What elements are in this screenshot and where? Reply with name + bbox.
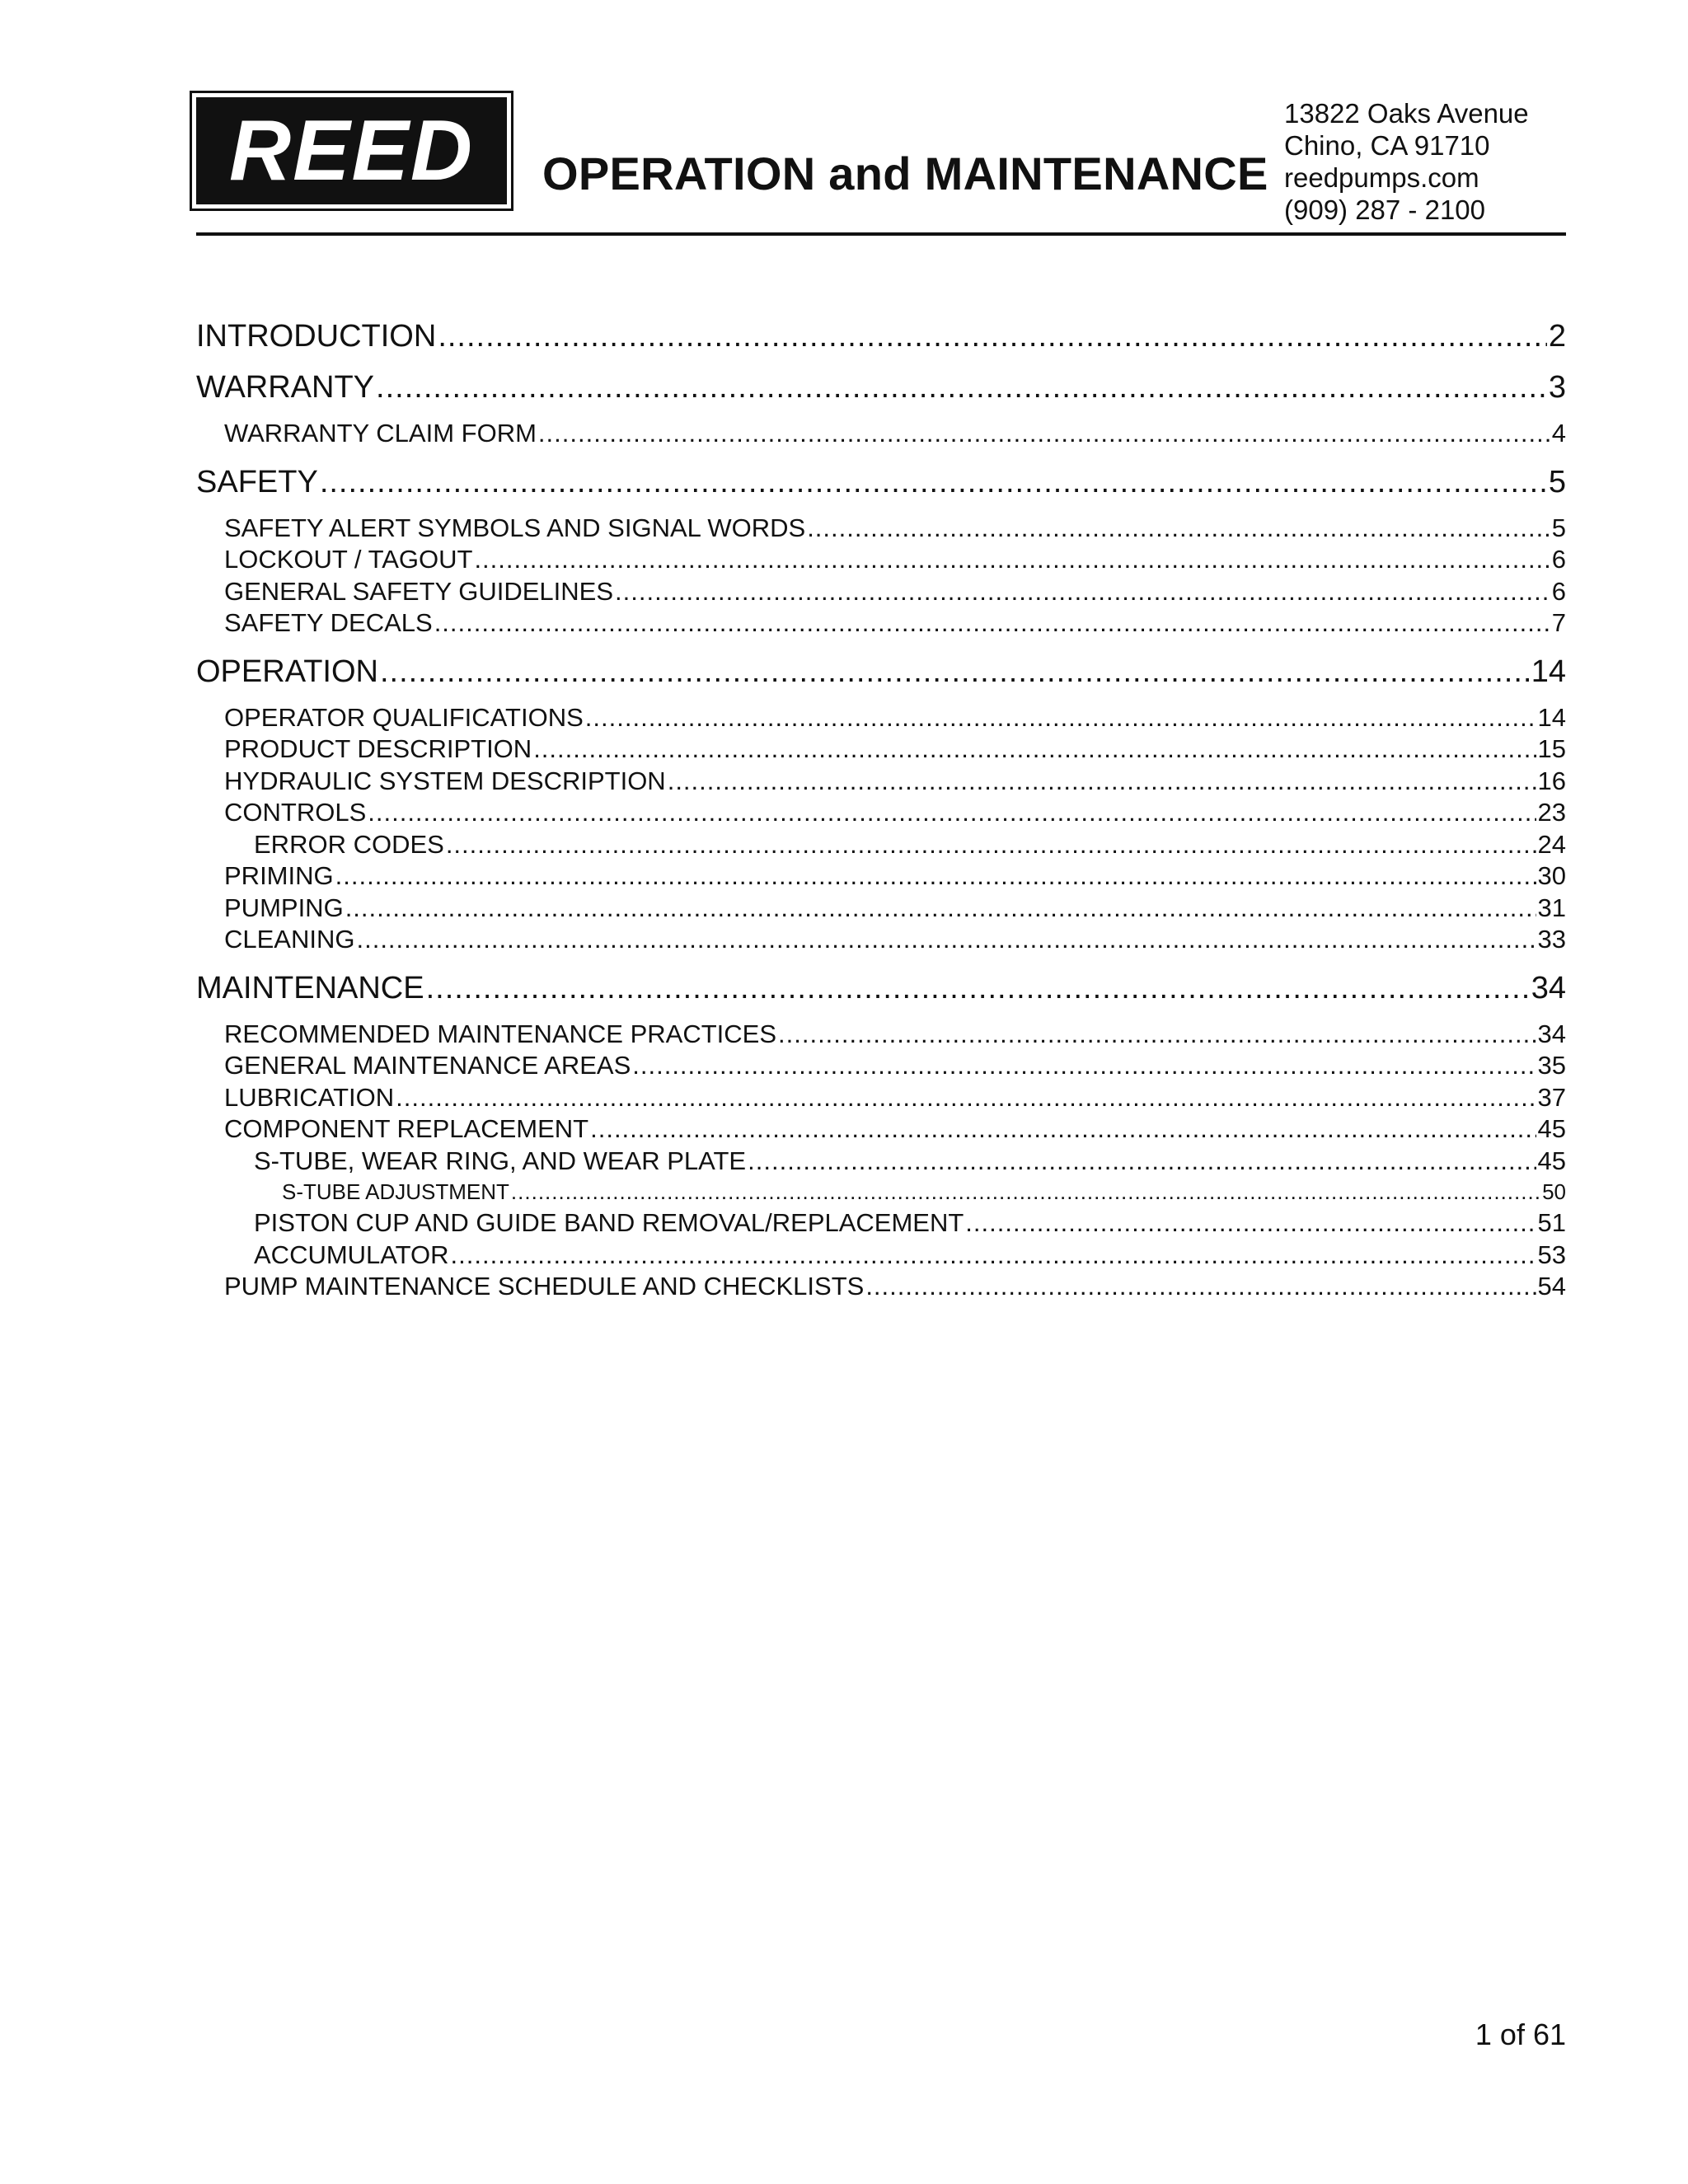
toc-entry[interactable] [196, 576, 1566, 608]
toc-dot-leader [965, 1207, 1536, 1240]
toc-entry[interactable] [196, 1050, 1566, 1082]
toc-entry-page: 15 [1537, 734, 1566, 763]
toc-entry[interactable] [196, 702, 1566, 734]
toc-entry-page: 53 [1537, 1240, 1566, 1269]
toc-dot-leader [380, 653, 1530, 691]
toc-dot-leader [668, 766, 1536, 798]
toc-entry-label: SAFETY ALERT SYMBOLS AND SIGNAL WORDS [224, 513, 806, 542]
toc-entry-label: WARRANTY CLAIM FORM [224, 419, 537, 448]
toc-entry[interactable] [196, 1019, 1566, 1051]
toc-entry-label: SAFETY [196, 464, 318, 499]
toc-entry[interactable] [196, 1207, 1566, 1240]
toc-dot-leader [345, 893, 1536, 925]
page-indicator: 1 of 61 [1475, 2018, 1566, 2051]
toc-entry-label: RECOMMENDED MAINTENANCE PRACTICES [224, 1019, 776, 1048]
toc-entry[interactable] [196, 924, 1566, 956]
toc-entry[interactable] [196, 513, 1566, 545]
toc-entry-label: ERROR CODES [254, 829, 444, 859]
header-divider [196, 232, 1566, 236]
address-phone: (909) 287 - 2100 [1284, 194, 1486, 225]
toc-entry-label: MAINTENANCE [196, 970, 424, 1005]
toc-dot-leader [632, 1050, 1536, 1082]
address-website: reedpumps.com [1284, 162, 1479, 193]
toc-entry[interactable] [196, 418, 1566, 450]
toc-entry-label: LOCKOUT / TAGOUT [224, 545, 473, 574]
toc-entry-page: 50 [1542, 1179, 1566, 1204]
toc-dot-leader [426, 969, 1530, 1007]
toc-entry-page: 45 [1537, 1114, 1566, 1143]
toc-entry-label: PRIMING [224, 861, 334, 890]
toc-entry-label: GENERAL MAINTENANCE AREAS [224, 1051, 631, 1080]
toc-entry-page: 45 [1537, 1146, 1566, 1175]
toc-entry-label: SAFETY DECALS [224, 608, 433, 637]
toc-entry-page: 35 [1537, 1051, 1566, 1080]
toc-entry-page: 34 [1537, 1019, 1566, 1048]
toc-entry[interactable] [196, 1082, 1566, 1114]
toc-entry-label: LUBRICATION [224, 1082, 395, 1112]
toc-entry-page: 34 [1531, 970, 1566, 1005]
toc-entry-label: ACCUMULATOR [254, 1240, 449, 1269]
company-address [1284, 97, 1529, 226]
toc-entry-label: CONTROLS [224, 798, 367, 827]
toc-dot-leader [590, 1113, 1536, 1146]
toc-entry-label: GENERAL SAFETY GUIDELINES [224, 576, 614, 606]
toc-entry-label: CLEANING [224, 925, 355, 954]
toc-entry-page: 14 [1531, 654, 1566, 689]
toc-dot-leader [451, 1240, 1536, 1272]
toc-dot-leader [511, 1177, 1540, 1207]
toc-dot-leader [335, 860, 1536, 893]
toc-entry[interactable] [196, 317, 1566, 355]
reed-logo [196, 97, 507, 204]
logo-text: REED [229, 103, 474, 199]
toc-entry-page: 7 [1551, 608, 1566, 637]
toc-entry[interactable] [196, 829, 1566, 861]
toc-entry[interactable] [196, 463, 1566, 501]
toc-entry-page: 30 [1537, 861, 1566, 890]
toc-entry[interactable] [196, 1271, 1566, 1303]
toc-entry-page: 33 [1537, 925, 1566, 954]
toc-entry-label: PRODUCT DESCRIPTION [224, 734, 532, 763]
toc-entry[interactable] [196, 1240, 1566, 1272]
toc-dot-leader [538, 418, 1550, 450]
toc-entry-page: 6 [1551, 576, 1566, 606]
toc-dot-leader [396, 1082, 1536, 1114]
toc-entry-label: OPERATOR QUALIFICATIONS [224, 702, 584, 732]
toc-entry-label: COMPONENT REPLACEMENT [224, 1114, 589, 1143]
toc-entry-page: 31 [1537, 893, 1566, 922]
toc-entry-label: OPERATION [196, 654, 378, 689]
toc-entry-page: 5 [1551, 513, 1566, 542]
page-header [196, 97, 1566, 236]
address-city: Chino, CA 91710 [1284, 130, 1490, 161]
toc-dot-leader [446, 829, 1536, 861]
toc-entry-page: 3 [1548, 370, 1566, 405]
toc-dot-leader [533, 733, 1536, 766]
toc-dot-leader [368, 797, 1536, 829]
toc-entry[interactable] [196, 1146, 1566, 1178]
toc-entry-page: 4 [1551, 419, 1566, 448]
toc-dot-leader [474, 544, 1550, 576]
toc-dot-leader [748, 1146, 1536, 1178]
toc-dot-leader [434, 607, 1550, 640]
toc-entry[interactable] [196, 368, 1566, 406]
toc-entry-page: 37 [1537, 1082, 1566, 1112]
toc-entry-page: 2 [1548, 319, 1566, 354]
toc-entry[interactable] [196, 860, 1566, 893]
toc-entry-label: INTRODUCTION [196, 319, 437, 354]
toc-dot-leader [615, 576, 1550, 608]
toc-dot-leader [320, 463, 1547, 501]
toc-entry[interactable] [196, 1113, 1566, 1146]
toc-dot-leader [376, 368, 1547, 406]
toc-dot-leader [438, 317, 1547, 355]
toc-entry-page: 16 [1537, 766, 1566, 795]
toc-entry-page: 14 [1537, 702, 1566, 732]
table-of-contents [196, 317, 1566, 1303]
toc-entry-page: 5 [1548, 464, 1566, 499]
toc-entry[interactable] [196, 969, 1566, 1007]
toc-entry[interactable] [196, 733, 1566, 766]
toc-entry[interactable] [196, 766, 1566, 798]
toc-entry-label: PISTON CUP AND GUIDE BAND REMOVAL/REPLACEMENT [254, 1208, 964, 1237]
toc-dot-leader [778, 1019, 1536, 1051]
toc-entry-label: HYDRAULIC SYSTEM DESCRIPTION [224, 766, 666, 795]
document-title: OPERATION and MAINTENANCE [542, 148, 1268, 199]
toc-entry[interactable] [196, 607, 1566, 640]
toc-dot-leader [585, 702, 1536, 734]
toc-entry-page: 24 [1537, 829, 1566, 859]
toc-entry-label: S-TUBE ADJUSTMENT [282, 1179, 509, 1204]
toc-entry[interactable] [196, 544, 1566, 576]
toc-entry-label: S-TUBE, WEAR RING, AND WEAR PLATE [254, 1146, 747, 1175]
address-street: 13822 Oaks Avenue [1284, 98, 1529, 129]
toc-dot-leader [807, 513, 1550, 545]
toc-entry[interactable] [196, 797, 1566, 829]
toc-entry-label: PUMPING [224, 893, 344, 922]
toc-entry[interactable] [196, 1177, 1566, 1207]
toc-dot-leader [356, 924, 1536, 956]
toc-entry-page: 51 [1537, 1208, 1566, 1237]
toc-entry-label: PUMP MAINTENANCE SCHEDULE AND CHECKLISTS [224, 1272, 865, 1301]
toc-entry[interactable] [196, 653, 1566, 691]
toc-entry-label: WARRANTY [196, 370, 375, 405]
toc-entry-page: 23 [1537, 798, 1566, 827]
toc-dot-leader [865, 1271, 1536, 1303]
toc-entry-page: 6 [1551, 545, 1566, 574]
toc-entry-page: 54 [1537, 1272, 1566, 1301]
toc-entry[interactable] [196, 893, 1566, 925]
